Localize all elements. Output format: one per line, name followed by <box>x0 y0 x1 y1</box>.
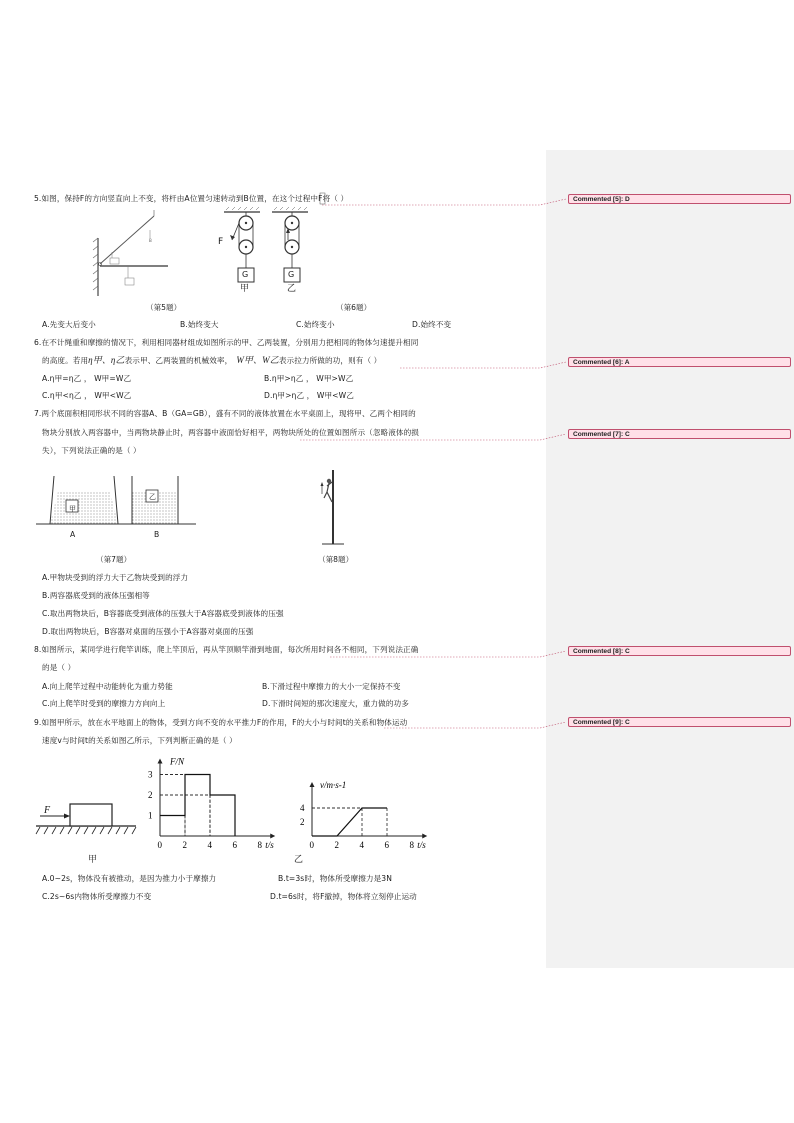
q5-option-a: A.先变大后变小 <box>42 320 96 329</box>
q6-force-label: F <box>218 237 224 247</box>
q7-option-b: B.两容器底受到的液体压强相等 <box>42 591 150 600</box>
x-axis-arrow <box>422 834 427 839</box>
x-axis-label: t/s <box>265 840 274 850</box>
q8-stem-line1: 8.如图所示，某同学进行爬竿训练，爬上竿顶后，再从竿顶顺竿滑到地面，每次所用时间各不相同，下列说法正确 <box>34 645 419 654</box>
q5-lever-figure <box>92 208 182 298</box>
q6-option-a: A.η甲=η乙 ， W甲=W乙 <box>42 374 132 383</box>
q8-option-c: C.向上爬竿时受到的摩擦力方向向上 <box>42 699 166 708</box>
q7-label-jia: 甲 <box>69 505 77 513</box>
y-axis-label: v/m·s-1 <box>320 780 347 790</box>
y-tick-label: 2 <box>300 817 305 827</box>
x-tick-label: 2 <box>334 840 339 850</box>
q9-option-b: B.t=3s时，物体所受摩擦力是3N <box>278 874 392 883</box>
x-tick-label: 6 <box>384 840 389 850</box>
chart-ft-plot <box>148 757 275 851</box>
x-axis-arrow <box>270 834 275 839</box>
q9-label-jia: 甲 <box>88 855 98 865</box>
q5-option-d: D.始终不变 <box>412 320 452 329</box>
q6-label-jia: 甲 <box>240 284 250 294</box>
q9-velocity-time-chart <box>290 756 440 866</box>
y-tick-label: 4 <box>300 803 305 813</box>
y-axis-arrow <box>310 782 315 787</box>
q9-stem-line2: 速度v与时间t的关系如图乙所示，下列判断正确的是（ ） <box>42 736 237 745</box>
q5-caption: （第5题） <box>146 303 182 312</box>
q8-option-b: B.下滑过程中摩擦力的大小一定保持不变 <box>262 682 401 691</box>
comment-9[interactable]: Commented [9]: C <box>568 717 791 727</box>
q6-stem-text-e: 表示拉力所做的功，则有（ ） <box>278 356 382 365</box>
q7-option-d: D.取出两物块后，B容器对桌面的压强小于A容器对桌面的压强 <box>42 627 254 636</box>
x-tick-label: 4 <box>359 840 364 850</box>
q8-caption: （第8题） <box>318 555 354 564</box>
q6-stem-line1: 6.在不计绳重和摩擦的情况下，利用相同器材组成如图所示的甲、乙两装置，分别用力把相同的物体匀速提升相同 <box>34 338 419 347</box>
x-tick-label: 4 <box>207 840 212 850</box>
comment-6[interactable]: Commented [6]: A <box>568 357 791 367</box>
q6-stem-text-c: 表示甲、乙两装置的机械效率， <box>124 356 233 365</box>
q6-stem-text-a: 的高度。若用 <box>42 356 89 365</box>
y-axis-arrow <box>158 759 163 764</box>
svg-text:B: B <box>149 238 152 243</box>
q9-option-a: A.0~2s，物体没有被推动，是因为推力小于摩擦力 <box>42 874 217 883</box>
y-tick-label: 2 <box>148 790 153 800</box>
q9-option-c: C.2s~6s内物体所受摩擦力不变 <box>42 892 152 901</box>
q6-option-b: B.η甲>η乙 ， W甲>W乙 <box>264 374 354 383</box>
q8-option-a: A.向上爬竿过程中动能转化为重力势能 <box>42 682 173 691</box>
q9-force-time-chart <box>140 756 280 866</box>
x-tick-label: 6 <box>232 840 237 850</box>
y-tick-label: 3 <box>148 769 153 780</box>
q5-stem: 5.如图，保持F的方向竖直向上不变，将杆由A位置匀速转动到B位置，在这个过程中F将（ ） <box>34 194 349 203</box>
chart-vt-plot <box>300 780 427 850</box>
q5-option-b: B.始终变大 <box>180 320 219 329</box>
q6-weight-label-yi: G <box>288 270 295 279</box>
q8-stem-line2: 的是（ ） <box>42 663 76 672</box>
x-tick-label: 8 <box>409 840 414 850</box>
comment-5[interactable]: Commented [5]: D <box>568 194 791 204</box>
q9-label-yi: 乙 <box>294 855 304 865</box>
q7-stem-line2: 物块分别放入两容器中，当两物块静止时，两容器中液面恰好相平，两物块所处的位置如图所示（忽略液体的损 <box>42 428 419 437</box>
q6-stem-line2 <box>42 355 381 366</box>
x-axis-label: t/s <box>417 840 426 850</box>
x-tick-label: 2 <box>182 840 187 850</box>
x-tick-label: 8 <box>257 840 262 850</box>
comment-7[interactable]: Commented [7]: C <box>568 429 791 439</box>
q7-stem-line1: 7.两个底面积相同形状不同的容器A、B（GA=GB），盛有不同的液体放置在水平桌面上，现将甲、乙两个相同的 <box>34 409 416 418</box>
data-line <box>160 775 235 837</box>
x-tick-label: 0 <box>157 840 162 850</box>
q7-label-b: B <box>154 530 160 539</box>
q7-containers-figure <box>36 468 196 528</box>
q5-option-c: C.始终变小 <box>296 320 335 329</box>
q6-caption: （第6题） <box>336 303 372 312</box>
q7-label-a: A <box>70 530 76 539</box>
q6-eta-symbols: η甲、η乙 <box>88 355 125 365</box>
q7-label-yi: 乙 <box>149 493 157 501</box>
q6-option-c: C.η甲<η乙 ， W甲<W乙 <box>42 391 132 400</box>
q9-force-label: F <box>44 805 51 816</box>
x-tick-label: 0 <box>309 840 314 850</box>
q8-pole-figure <box>316 468 346 548</box>
q6-weight-label-jia: G <box>242 270 249 279</box>
q7-option-a: A.甲物块受到的浮力大于乙物块受到的浮力 <box>42 573 189 582</box>
y-tick-label: 1 <box>148 810 153 821</box>
q6-label-yi: 乙 <box>287 284 297 294</box>
q7-stem-line3: 失），下列说法正确的是（ ） <box>42 446 141 455</box>
q9-stem-line1: 9.如图甲所示，放在水平地面上的物体，受到方向不变的水平推力F的作用，F的大小与时间t的关系和物体运动 <box>34 718 408 727</box>
q9-option-d: D.t=6s时，将F撤掉，物体将立刻停止运动 <box>270 892 417 901</box>
q9-block-figure <box>36 800 146 840</box>
y-axis-label: F/N <box>170 756 185 767</box>
q6-option-d: D.η甲>η乙 ， W甲<W乙 <box>264 391 354 400</box>
q7-caption: （第7题） <box>96 555 132 564</box>
q8-option-d: D.下滑时间短的那次速度大，重力做的功多 <box>262 699 409 708</box>
comment-8[interactable]: Commented [8]: C <box>568 646 791 656</box>
data-line <box>312 808 387 836</box>
q7-option-c: C.取出两物块后，B容器底受到液体的压强大于A容器底受到液体的压强 <box>42 609 284 618</box>
q6-work-symbols: W甲、W乙 <box>236 355 279 365</box>
